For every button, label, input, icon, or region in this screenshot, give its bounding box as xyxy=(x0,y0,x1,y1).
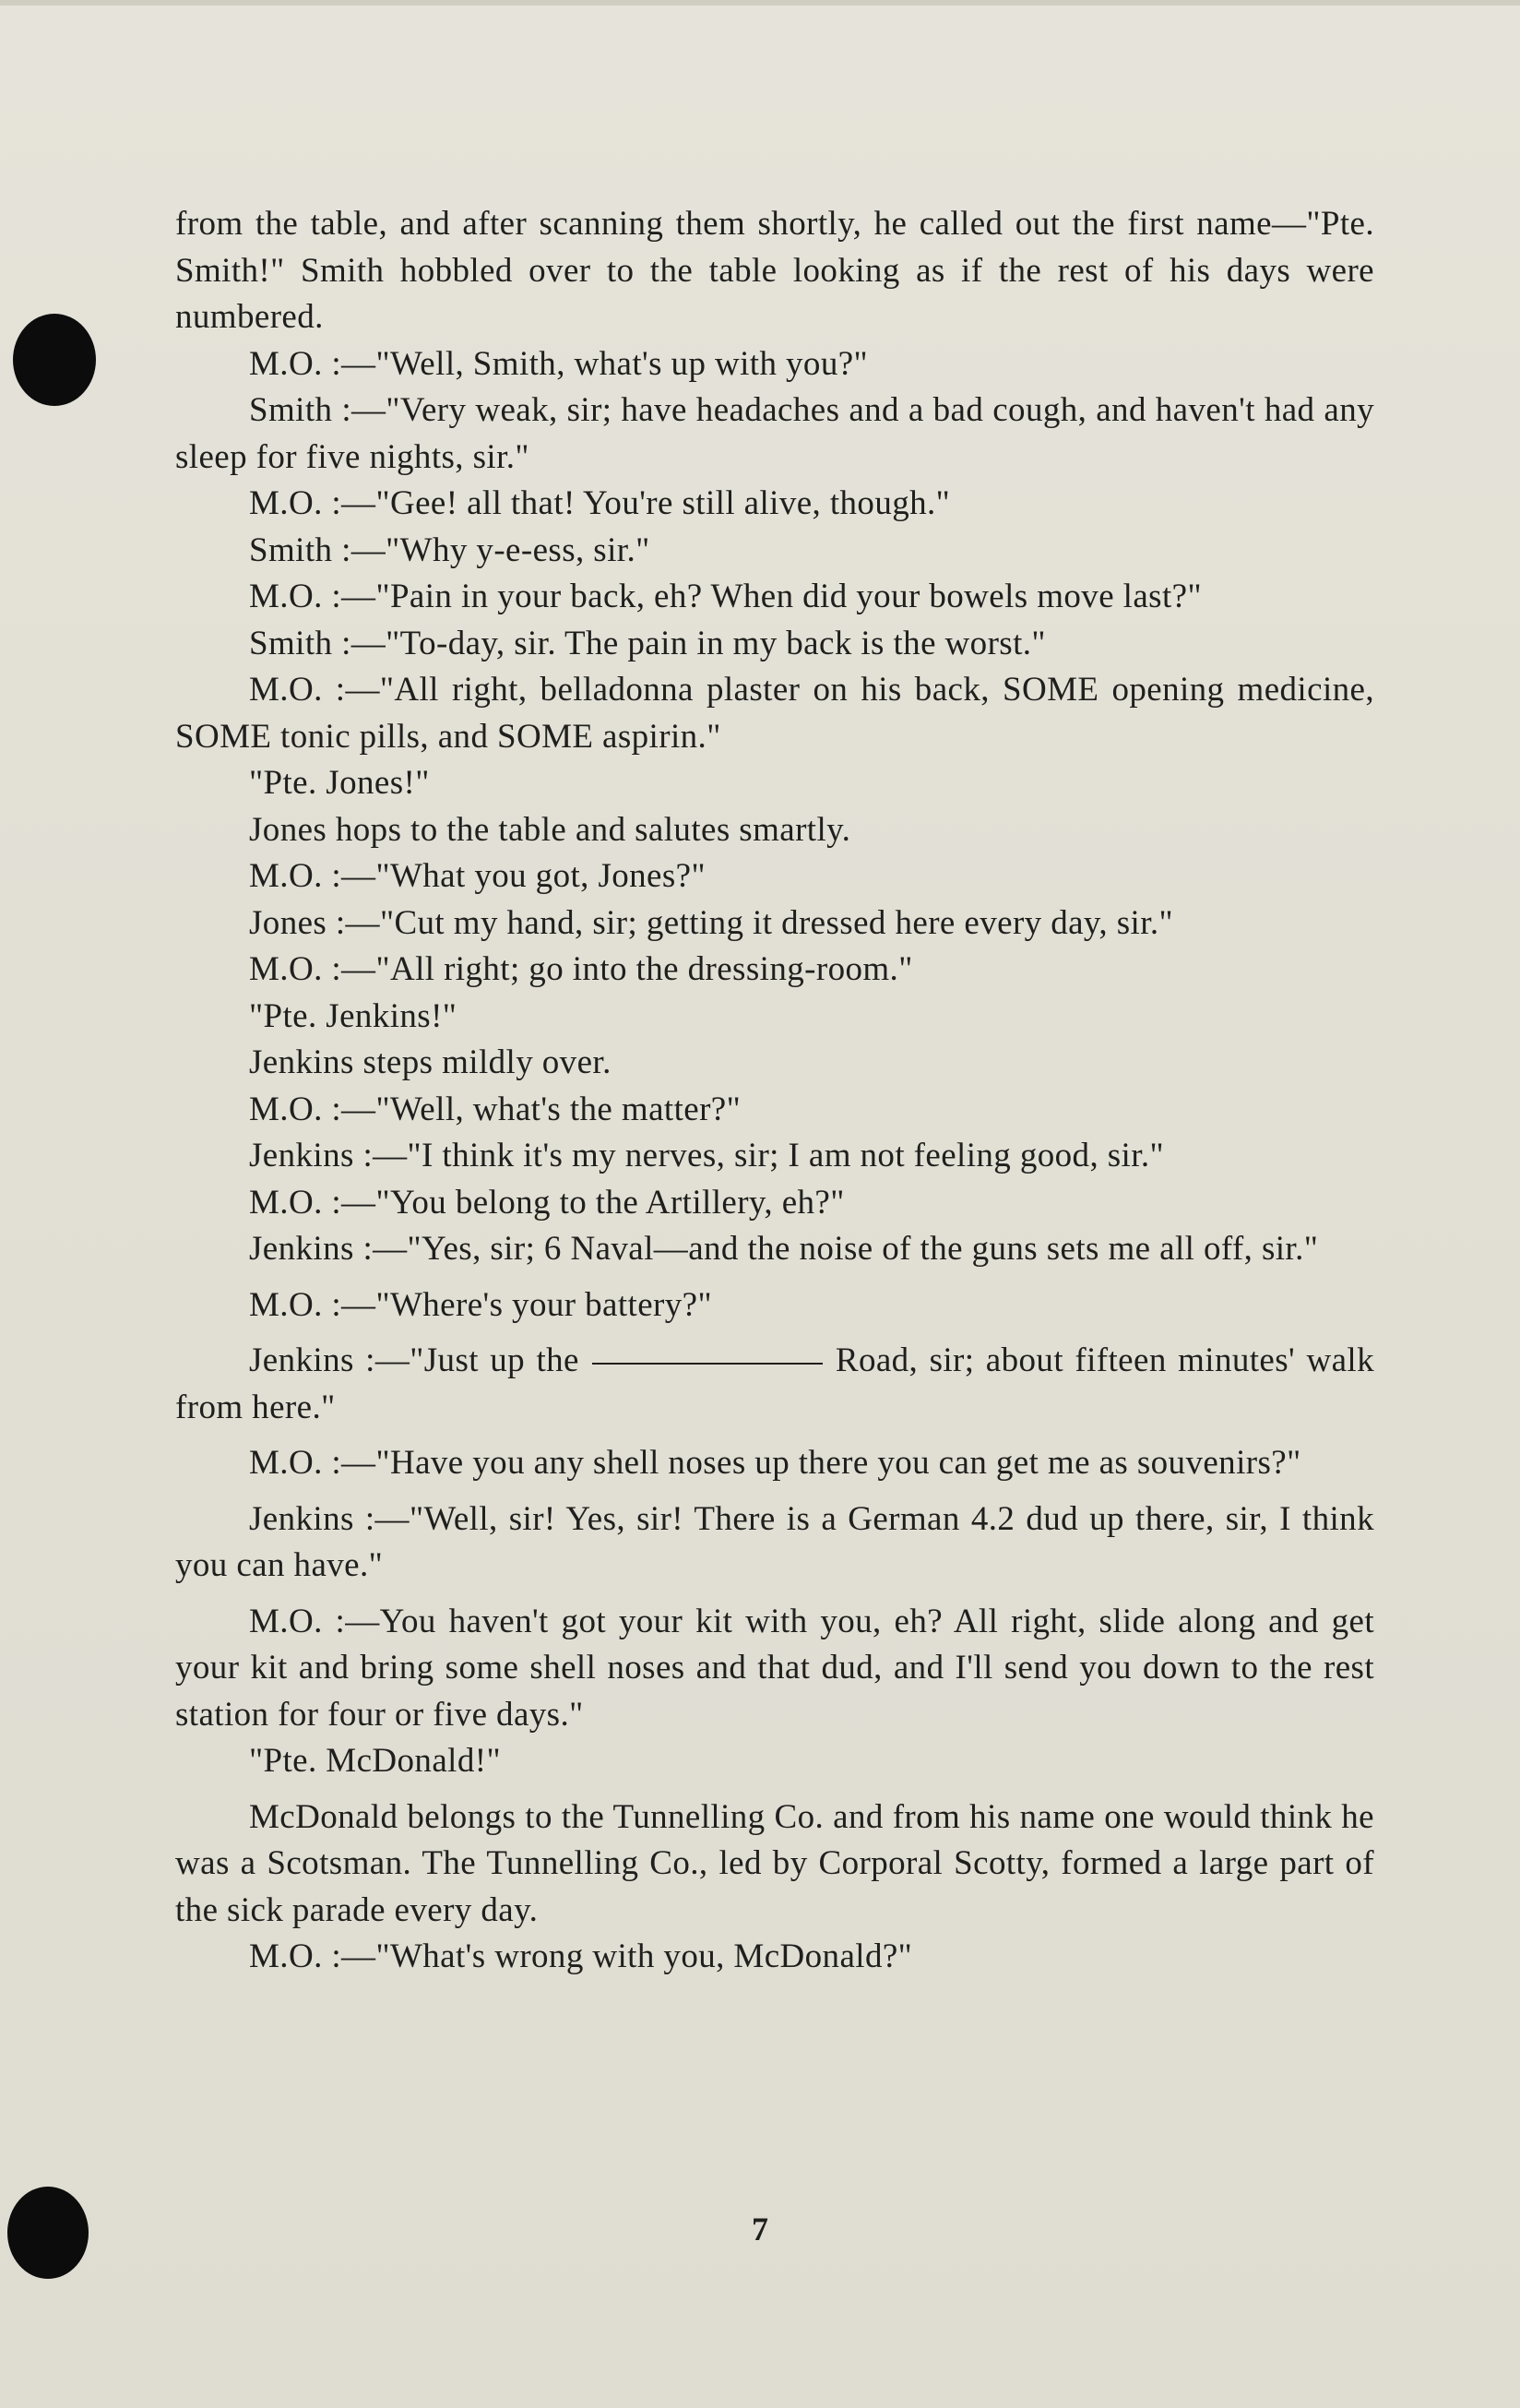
paragraph: Jenkins :—"I think it's my nerves, sir; I am not feeling good, sir." xyxy=(249,1137,1165,1174)
paragraph: M.O. :—"All right; go into the dressing-room." xyxy=(249,950,913,988)
paragraph: from the table, and after scanning them shortly, he called out the first name—"Pte. Smith!" Smith hobbled over to the table looking as if the rest of his days were numbered. xyxy=(175,205,1374,336)
paragraph: M.O. :—"What's wrong with you, McDonald?" xyxy=(249,1937,913,1975)
paragraph: Smith :—"To-day, sir. The pain in my back is the worst." xyxy=(249,624,1046,662)
paragraph: "Pte. McDonald!" xyxy=(249,1742,501,1780)
binding-hole xyxy=(13,314,96,406)
paragraph: Jenkins :—"Well, sir! Yes, sir! There is a German 4.2 dud up there, sir, I think you can have." xyxy=(175,1499,1374,1584)
paragraph: "Pte. Jones!" xyxy=(249,764,430,802)
paragraph: M.O. :—"Gee! all that! You're still alive, though." xyxy=(249,484,951,522)
paragraph: M.O. :—"All right, belladonna plaster on his back, SOME opening medicine, SOME tonic pills, and SOME aspirin." xyxy=(175,671,1374,756)
paragraph: M.O. :—You haven't got your kit with you, eh? All right, slide along and get your kit and bring some shell noses and that dud, and I'll send you down to the rest station for four or five days." xyxy=(175,1602,1374,1734)
paragraph: "Pte. Jenkins!" xyxy=(249,996,457,1035)
blank-after: Road, sir; about fifteen minutes' walk from here." xyxy=(175,1341,1374,1426)
paragraph: M.O. :—"Where's your battery?" xyxy=(249,1285,712,1324)
paragraph: Jones :—"Cut my hand, sir; getting it dressed here every day, sir." xyxy=(249,903,1174,942)
blank-line xyxy=(592,1363,823,1365)
paragraph: M.O. :—"You belong to the Artillery, eh?" xyxy=(249,1183,845,1222)
page-number: 7 xyxy=(752,2211,768,2247)
paragraph: Smith :—"Why y-e-ess, sir." xyxy=(249,530,650,569)
paragraph: Jenkins :—"Yes, sir; 6 Naval—and the noise of the guns sets me all off, sir." xyxy=(249,1230,1319,1268)
paragraph: M.O. :—"Have you any shell noses up there you can get me as souvenirs?" xyxy=(249,1444,1301,1482)
paragraph: M.O. :—"Pain in your back, eh? When did your bowels move last?" xyxy=(249,578,1202,615)
paragraph: M.O. :—"Well, what's the matter?" xyxy=(249,1090,742,1128)
body-text xyxy=(175,201,1374,1981)
paragraph: M.O. :—"What you got, Jones?" xyxy=(249,857,707,895)
paragraph: Jones hops to the table and salutes smartly. xyxy=(249,810,851,849)
paragraph: McDonald belongs to the Tunnelling Co. and from his name one would think he was a Scotsman. The Tunnelling Co., led by Corporal Scotty, formed a large part of the sick parade every day. xyxy=(175,1797,1374,1929)
blank-before: Jenkins :—"Just up the xyxy=(249,1341,579,1379)
paragraph: M.O. :—"Well, Smith, what's up with you?" xyxy=(249,344,869,383)
paragraph-with-blank xyxy=(175,1338,1374,1431)
paragraph: Smith :—"Very weak, sir; have headaches and a bad cough, and haven't had any sleep for five nights, sir." xyxy=(175,391,1374,476)
paragraph: Jenkins steps mildly over. xyxy=(249,1043,612,1081)
